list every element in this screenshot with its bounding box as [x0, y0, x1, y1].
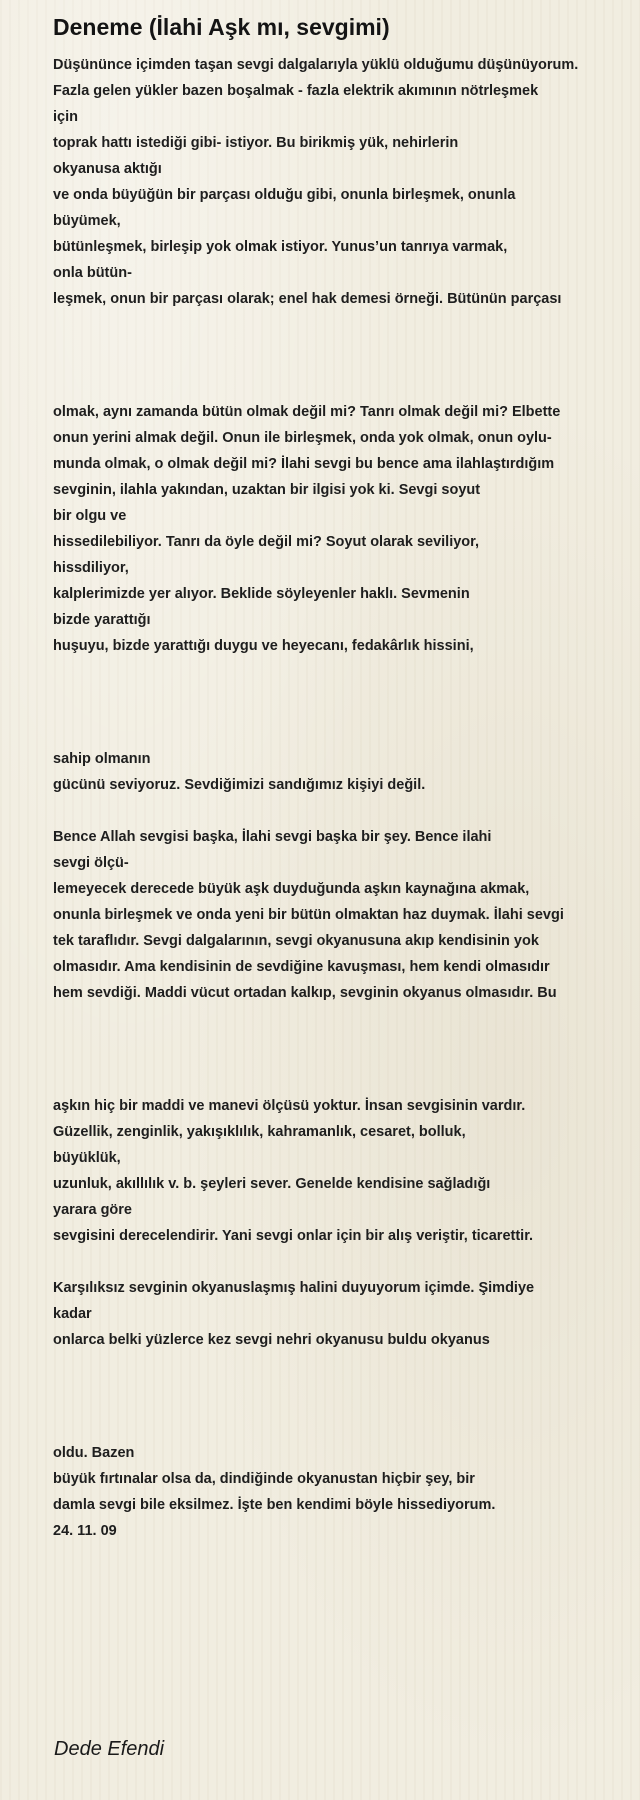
- text-line: hissdiliyor,: [53, 560, 129, 576]
- spacer: [53, 1006, 638, 1093]
- paragraph-2: [53, 399, 638, 659]
- paragraph-7: [53, 1440, 638, 1544]
- text-line: uzunluk, akıllılık v. b. şeyleri sever. Genelde kendisine sağladığı: [53, 1176, 491, 1192]
- paragraph-3: [53, 746, 638, 798]
- text-line: hem sevdiği. Maddi vücut ortadan kalkıp, sevginin okyanus olmasıdır. Bu: [53, 985, 557, 1001]
- text-line: bir olgu ve: [53, 508, 127, 524]
- text-line: bizde yarattığı: [53, 612, 151, 628]
- text-line: olmasıdır. Ama kendisinin de sevdiğine kavuşması, hem kendi olmasıdır: [53, 959, 550, 975]
- text-line: Fazla gelen yükler bazen boşalmak - fazla elektrik akımının nötrleşmek: [53, 83, 539, 99]
- spacer: [53, 1249, 638, 1275]
- text-line: Güzellik, zenginlik, yakışıklılık, kahramanlık, cesaret, bolluk,: [53, 1124, 466, 1140]
- text-line: hissedilebiliyor. Tanrı da öyle değil mi? Soyut olarak seviliyor,: [53, 534, 480, 550]
- text-line: gücünü seviyoruz. Sevdiğimizi sandığımız kişiyi değil.: [53, 777, 426, 793]
- text-line: yarara göre: [53, 1202, 132, 1218]
- text-line: kalplerimizde yer alıyor. Beklide söyleyenler haklı. Sevmenin: [53, 586, 470, 602]
- text-line: lemeyecek derecede büyük aşk duyduğunda aşkın kaynağına akmak,: [53, 881, 530, 897]
- paragraph-6: [53, 1275, 638, 1353]
- text-line: onlarca belki yüzlerce kez sevgi nehri okyanusu buldu okyanus: [53, 1332, 490, 1348]
- text-line: sevgi ölçü-: [53, 855, 129, 871]
- text-line: Karşılıksız sevginin okyanuslaşmış halini duyuyorum içimde. Şimdiye: [53, 1280, 535, 1296]
- text-line: leşmek, onun bir parçası olarak; enel hak demesi örneği. Bütünün parçası: [53, 291, 562, 307]
- text-line: sevgisini derecelendirir. Yani sevgi onlar için bir alış veriştir, ticarettir.: [53, 1228, 534, 1244]
- text-line: kadar: [53, 1306, 92, 1322]
- spacer: [53, 659, 638, 746]
- text-line: sevginin, ilahla yakından, uzaktan bir ilgisi yok ki. Sevgi soyut: [53, 482, 481, 498]
- author-signature: Dede Efendi: [54, 1738, 165, 1760]
- text-line: huşuyu, bizde yarattığı duygu ve heyecanı, fedakârlık hissini,: [53, 638, 474, 654]
- text-line: damla sevgi bile eksilmez. İşte ben kendimi böyle hissediyorum.: [53, 1497, 496, 1513]
- text-line: olmak, aynı zamanda bütün olmak değil mi? Tanrı olmak değil mi? Elbette: [53, 404, 561, 420]
- text-line: bütünleşmek, birleşip yok olmak istiyor. Yunus’un tanrıya varmak,: [53, 239, 508, 255]
- text-line: büyüklük,: [53, 1150, 121, 1166]
- text-line: onunla birleşmek ve onda yeni bir bütün olmaktan haz duymak. İlahi sevgi: [53, 907, 564, 923]
- text-line: munda olmak, o olmak değil mi? İlahi sevgi bu bence ama ilahlaştırdığım: [53, 456, 555, 472]
- text-line: sahip olmanın: [53, 751, 151, 767]
- paragraph-1: [53, 52, 638, 312]
- text-line: toprak hattı istediği gibi- istiyor. Bu birikmiş yük, nehirlerin: [53, 135, 459, 151]
- text-line: büyük fırtınalar olsa da, dindiğinde okyanustan hiçbir şey, bir: [53, 1471, 475, 1487]
- poem-content: [53, 12, 638, 1544]
- text-line: Düşününce içimden taşan sevgi dalgalarıyla yüklü olduğumu düşünüyorum.: [53, 57, 579, 73]
- text-line: tek taraflıdır. Sevgi dalgalarının, sevgi okyanusuna akıp kendisinin yok: [53, 933, 539, 949]
- text-line: oldu. Bazen: [53, 1445, 135, 1461]
- text-line: ve onda büyüğün bir parçası olduğu gibi, onunla birleşmek, onunla: [53, 187, 516, 203]
- spacer: [53, 798, 638, 824]
- poem-title: Deneme (İlahi Aşk mı, sevgimi): [53, 14, 390, 40]
- spacer: [53, 312, 638, 399]
- paragraph-5: [53, 1093, 638, 1249]
- text-line: onun yerini almak değil. Onun ile birleşmek, onda yok olmak, onun oylu-: [53, 430, 552, 446]
- text-line: Bence Allah sevgisi başka, İlahi sevgi başka bir şey. Bence ilahi: [53, 829, 492, 845]
- spacer: [53, 1353, 638, 1440]
- text-line: büyümek,: [53, 213, 121, 229]
- text-line: onla bütün-: [53, 265, 132, 281]
- text-line: için: [53, 109, 78, 125]
- text-line: okyanusa aktığı: [53, 161, 162, 177]
- paragraph-4: [53, 824, 638, 1006]
- poem-date: 24. 11. 09: [53, 1523, 117, 1539]
- text-line: aşkın hiç bir maddi ve manevi ölçüsü yoktur. İnsan sevgisinin vardır.: [53, 1098, 526, 1114]
